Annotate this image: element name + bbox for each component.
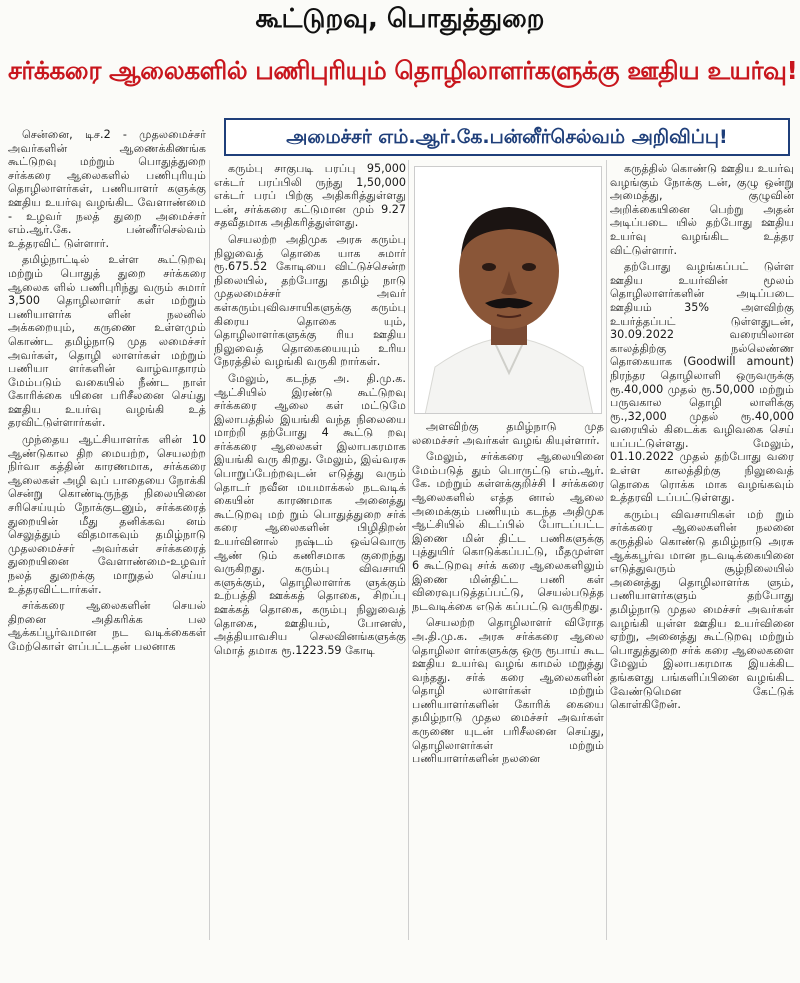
column-divider (408, 160, 409, 940)
paragraph: மேலும், சர்க்கரை ஆலையினை மேம்படுத் தும் பொருட்டு எம்.ஆர். கே. மற்றும் கள்ளக்குறிச்சி I சர்க்கரை ஆலைகளில் எத்த னால் ஆலை அமைக்கும் பணியும் கடந்த அதிமுக ஆட்சியில் கிடப்பில் போடப்பட்ட இணை மின் திட்ட பணிகளுக்கு புத்துயிர் கொடுக்கப்பட்டு, மீதமுள்ள 6 கூட்டுறவு சர்க் கரை ஆலைகளிலும் இணை மின்திட்ட பணி கள் விரைவுபடுத்தப்பட்டு, செயல்படுத்த நடவடிக்கை எடுக் கப்பட்டு வருகிறது. (412, 450, 604, 613)
paragraph: சென்னை, டிச.2 - முதலமைச்சர் அவர்களின் ஆணைக்கிணங்க கூட்டுறவு மற்றும் பொதுத்துறை சர்க்கரை ஆலைகளில் பணிபுரியும் தொழிலாளர்கள், பணியாளர் களுக்கு ஊதிய உயர்வு வழங்கிட வேளாண்மை - உழவர் நலத் துறை அமைச்சர் எம்.ஆர்.கே. பன்னீர்செல்வம் உத்தரவிட் டுள்ளார். (8, 128, 206, 250)
column-divider (606, 160, 607, 940)
paragraph: செயலற்ற அதிமுக அரசு கரும்பு நிலுவைத் தொகை யாக சுமார் ரூ.675.52 கோடியை விட்டுச்சென்ற நிலையில், தற்போது தமிழ் நாடு முதலமைச்சர் அவர் கள்கரும்புவிவசாயிகளுக்கு கரும்பு கிரைய தொகை யும், தொழிலாளர்களுக்கு ரிய ஊதிய நிலுவைத் தொகையையும் உரிய நேரத்தில் வழங்கி வருகி றார்கள். (214, 232, 406, 369)
article-column-2 (214, 162, 406, 938)
article-column-1 (8, 128, 206, 938)
subheadline: அமைச்சர் எம்.ஆர்.கே.பன்னீர்செல்வம் அறிவிப்பு! (224, 118, 790, 156)
paragraph: கரும்பு சாகுபடி பரப்பு 95,000 எக்டர் பரப்பிலி ருந்து 1,50,000 எக்டர் பரப் பிற்கு அதிகரித்துள்ளது டன், சர்க்கரை கட்டுமான மும் 9.27 சதவீதமாக அதிகரித்துள்ளது. (214, 162, 406, 230)
article-column-3 (412, 420, 604, 938)
paragraph: தமிழ்நாட்டில் உள்ள கூட்டுறவு மற்றும் பொதுத் துறை சர்க்கரை ஆலைக ளில் பணிபுரிந்து வரும் சுமார் 3,500 தொழிலாளர் கள் மற்றும் பணியாளர்க ளின் நலனில் அக்கறையும், கருணை உள்ளமும் கொண்ட தமிழ்நாடு முத லமைச்சர் அவர்கள், தொழி லாளர்கள் மற்றும் பணியா ளர்களின் வாழ்வாதாரம் மேம்படும் வகையில் நீண்ட நாள் கோரிக்கை யினை பரிசீலனை செய்து ஊதிய உயர்வு வழங்கி உத் தரவிட்டுள்ளார்கள். (8, 253, 206, 430)
paragraph: சர்க்கரை ஆலைகளின் செயல் திறனை அதிகரிக்க பல ஆக்கப்பூர்வமான நட வடிக்கைகள் மேற்கொள் ளப்பட்டதன் பலனாக (8, 599, 206, 653)
minister-photo (414, 166, 602, 414)
article-column-4 (610, 162, 794, 938)
minister-portrait-icon (415, 167, 602, 414)
headline: சர்க்கரை ஆலைகளில் பணிபுரியும் தொழிலாளர்களுக்கு ஊதிய உயர்வு! (8, 56, 798, 85)
paragraph: செயலற்ற தொழிலாளர் விரோத அ.தி.மு.க. அரசு சர்க்கரை ஆலை தொழிலா ளர்களுக்கு ஒரு ரூபாய் கூட ஊதிய உயர்வு வழங் காமல் மறுத்து வந்தது. சர்க் கரை ஆலைகளின் தொழி லாளர்கள் மற்றும் பணியாளர்களின் கோரிக் கையை தமிழ்நாடு முதல மைச்சர் அவர்கள் கருணை யுடன் பரிசீலனை செய்து, தொழிலாளர்கள் மற்றும் பணியாளர்களின் நலனை (412, 616, 604, 766)
section-kicker: கூட்டுறவு, பொதுத்துறை (255, 4, 545, 34)
paragraph: தற்போது வழங்கப்பட் டுள்ள ஊதிய உயர்வின் மூலம் தொழிலாளர்களின் அடிப்படை ஊதியம் 35% அளவிற்கு உயர்த்தப்பட் டுள்ளதுடன், 30.09.2022 வரையிலான காலத்திற்கு நல்லெண்ண தொகையாக (Goodwill amount) நிரந்தர தொழிலாளி ஒருவருக்கு ரூ.40,000 முதல் ரூ.50,000 மற்றும் பருவகால தொழி லாளிக்கு ரூ.,32,000 முதல் ரூ.40,000 வரையில் கிடைக்க வழிவகை செய் யப்பட்டுள்ளது. மேலும், 01.10.2022 முதல் தற்போது வரை உள்ள காலத்திற்கு நிலுவைத் தொகை ரொக்க மாக வழங்கவும் உத்தரவி டப்பட்டுள்ளது. (610, 260, 794, 505)
paragraph: அளவிற்கு தமிழ்நாடு முத லமைச்சர் அவர்கள் வழங் கியுள்ளார். (412, 420, 604, 447)
column-divider (209, 160, 210, 940)
paragraph: கருத்தில் கொண்டு ஊதிய உயர்வு வழங்கும் நோக்கு டன், குழு ஒன்று அமைத்து, குழுவின் அறிக்கையினை பெற்று அதன் அடிப்படை யில் தற்போது ஊதிய உயர்வு வழங்கிட உத்தர விட்டுள்ளார். (610, 162, 794, 257)
paragraph: முந்தைய ஆட்சியாளர்க ளின் 10 ஆண்டுகால திற மையற்ற, செயலற்ற நிர்வா கத்தின் காரணமாக, சர்க்கரை ஆலைகள் அழி வுப் பாதையை நோக்கி சென்று கொண்டிருந்த நிலையினை சரிசெய்யும் நோக்குடனும், சர்க்கரைத் துறையின் மீது தனிக்கவ னம் செலுத்தும் விதமாகவும் தமிழ்நாடு முதலமைச்சர் அவர்கள் சர்க்கரைத் துறையினை வேளாண்மை-உழவர் நலத் துறைக்கு மாறுதல் செய்ய உத்தரவிட்டார்கள். (8, 433, 206, 596)
paragraph: கரும்பு விவசாயிகள் மற் றும் சர்க்கரை ஆலைகளின் நலனை கருத்தில் கொண்டு தமிழ்நாடு அரசு ஆக்கபூர்வ மான நடவடிக்கையினை எடுத்துவரும் சூழ்நிலையில் அனைத்து தொழிலாளர்க ளும், பணியாளர்களும் தற்போது தமிழ்நாடு முதல மைச்சர் அவர்கள் வழங்கி யுள்ள ஊதிய உயர்வினை ஏற்று, அனைத்து கூட்டுறவு மற்றும் பொதுத்துறை சர்க் கரை ஆலைகளை மேலும் இலாபகரமாக இயக்கிட தங்களது பங்களிப்பினை வழங்கிட வேண்டுமென கேட்டுக் கொள்கிறேன். (610, 507, 794, 712)
paragraph: மேலும், கடந்த அ. தி.மு.க. ஆட்சியில் இரண்டு கூட்டுறவு சர்க்கரை ஆலை கள் மட்டுமே இலாபத்தில் இயங்கி வந்த நிலையை மாற்றி தற்போது 4 கூட்டு றவு சர்க்கரை ஆலைகள் இலாபகரமாக இயங்கி வரு கிறது. மேலும், இவ்வரசு பொறுப்பேற்றவுடன் எடுத்து வரும் தொடர் நவீன மயமாக்கல் நடவடிக் கையின் காரணமாக அனைத்து கூட்டுறவு மற் றும் பொதுத்துறை சர்க் கரை ஆலைகளின் பிழிதிறன் உயர்வினால் நஷ்டம் ஒவ்வொரு ஆண் டும் கணிசமாக குறைந்து வருகிறது. கரும்பு விவசாயி களுக்கும், தொழிலாளர்க ளுக்கும் உற்பத்தி ஊக்கத் தொகை, சிறப்பு ஊக்கத் தொகை, கரும்பு நிலுவைத் தொகை, ஊதியம், போனஸ், அத்தியாவசிய செலவினங்களுக்கு மொத் தமாக ரூ.1223.59 கோடி (214, 371, 406, 657)
